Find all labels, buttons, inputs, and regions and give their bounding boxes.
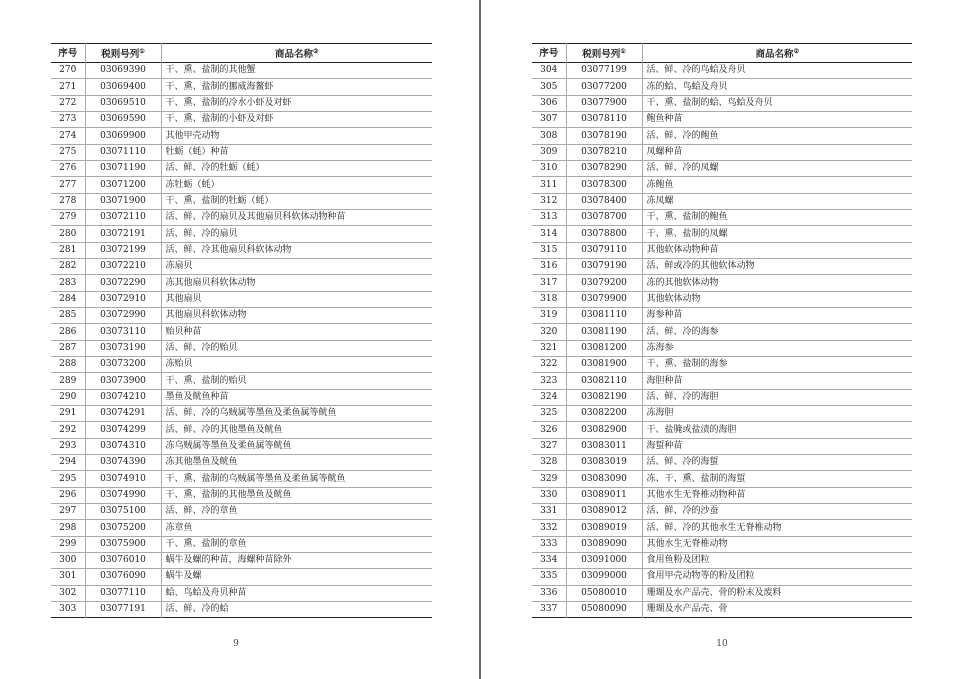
serial-number-cell: 314 <box>540 228 558 239</box>
goods-name-cell: 珊瑚及水产品壳、骨的粉末及废料 <box>642 585 912 601</box>
table-row <box>51 569 432 585</box>
serial-number-cell: 334 <box>540 555 558 566</box>
tariff-code-cell: 03099000 <box>566 569 642 585</box>
table-row <box>51 242 432 258</box>
goods-name-cell: 活、鲜、冷的扇贝及其他扇贝科软体动物种苗 <box>161 210 432 226</box>
tariff-code-cell: 03078300 <box>566 177 642 193</box>
goods-name-cell: 其他软体动物种苗 <box>642 242 912 258</box>
tariff-code-cell: 03082200 <box>566 406 642 422</box>
table-row <box>532 79 912 95</box>
tariff-code-cell: 03079110 <box>566 242 642 258</box>
goods-name-cell: 活、鲜、冷的海胆 <box>642 389 912 405</box>
serial-number-cell: 331 <box>540 506 558 517</box>
tariff-code-cell: 03078290 <box>566 161 642 177</box>
serial-number-cell: 321 <box>540 342 558 353</box>
serial-number-cell: 306 <box>540 97 558 108</box>
tariff-code-cell: 03075100 <box>85 504 161 520</box>
tariff-code-cell: 03074390 <box>85 455 161 471</box>
goods-name-cell: 冻牡蛎（蚝） <box>161 177 432 193</box>
goods-name-cell: 干、熏、盐制的其他墨鱼及鱿鱼 <box>161 487 432 503</box>
table-row <box>51 324 432 340</box>
table-row <box>51 112 432 128</box>
tariff-code-cell: 03077191 <box>85 601 161 617</box>
goods-name-cell: 其他扇贝 <box>161 291 432 307</box>
goods-name-cell: 干、熏、盐制的冷水小虾及对虾 <box>161 95 432 111</box>
tariff-code-cell: 03078800 <box>566 226 642 242</box>
serial-number-cell: 336 <box>540 587 558 598</box>
tariff-code-cell: 03078700 <box>566 210 642 226</box>
table-row <box>51 128 432 144</box>
goods-name-cell: 干、熏、盐制的乌贼属等墨鱼及柔鱼属等鱿鱼 <box>161 471 432 487</box>
serial-number-cell: 327 <box>540 440 558 451</box>
goods-name-cell: 活、鲜、冷的蛤 <box>161 601 432 617</box>
goods-name-cell: 活、鲜、冷的扇贝 <box>161 226 432 242</box>
table-row <box>532 177 912 193</box>
table-row <box>51 177 432 193</box>
serial-number-cell: 278 <box>59 195 77 206</box>
tariff-code-cell: 03072199 <box>85 242 161 258</box>
tariff-code-cell: 03074299 <box>85 422 161 438</box>
goods-name-cell: 冻鲍鱼 <box>642 177 912 193</box>
table-row <box>532 553 912 569</box>
goods-name-cell: 冻章鱼 <box>161 520 432 536</box>
table-row <box>51 373 432 389</box>
serial-number-cell: 303 <box>59 604 77 615</box>
tariff-code-cell: 03079900 <box>566 291 642 307</box>
goods-name-cell: 活、鲜、冷的海蜇 <box>642 455 912 471</box>
serial-number-cell: 323 <box>540 375 558 386</box>
tariff-code-cell: 03083019 <box>566 455 642 471</box>
table-row <box>51 422 432 438</box>
goods-name-cell: 干、熏、盐制的贻贝 <box>161 373 432 389</box>
tariff-code-cell: 03069590 <box>85 112 161 128</box>
table-row <box>51 438 432 454</box>
serial-number-cell: 300 <box>59 555 77 566</box>
table-row <box>532 63 912 79</box>
serial-number-cell: 280 <box>59 228 77 239</box>
table-row <box>532 144 912 160</box>
serial-number-cell: 301 <box>59 571 77 582</box>
serial-number-cell: 305 <box>540 81 558 92</box>
table-row <box>532 193 912 209</box>
goods-name-cell: 干、熏、盐制的小虾及对虾 <box>161 112 432 128</box>
serial-number-cell: 273 <box>59 114 77 125</box>
table-row <box>532 569 912 585</box>
tariff-code-cell: 03076090 <box>85 569 161 585</box>
tariff-table <box>532 43 912 618</box>
goods-name-cell: 蛤、鸟蛤及舟贝种苗 <box>161 585 432 601</box>
serial-number-cell: 297 <box>59 506 77 517</box>
table-row <box>51 471 432 487</box>
serial-number-cell: 291 <box>59 408 77 419</box>
table-row <box>51 389 432 405</box>
table-row <box>532 226 912 242</box>
tariff-code-cell: 03078190 <box>566 128 642 144</box>
goods-name-cell: 墨鱼及鱿鱼种苗 <box>161 389 432 405</box>
goods-name-cell: 冻其他扇贝科软体动物 <box>161 275 432 291</box>
serial-number-cell: 324 <box>540 391 558 402</box>
goods-name-cell: 冻的其他软体动物 <box>642 275 912 291</box>
tariff-code-cell: 03073190 <box>85 340 161 356</box>
goods-name-cell: 冻乌贼属等墨鱼及柔鱼属等鱿鱼 <box>161 438 432 454</box>
tariff-code-cell: 03074210 <box>85 389 161 405</box>
table-row <box>532 438 912 454</box>
tariff-code-cell: 03073900 <box>85 373 161 389</box>
page-number: 9 <box>233 639 239 649</box>
serial-number-cell: 292 <box>59 424 77 435</box>
table-row <box>532 210 912 226</box>
table-row <box>532 406 912 422</box>
tariff-code-cell: 03078400 <box>566 193 642 209</box>
tariff-code-cell: 03077199 <box>566 63 642 79</box>
tariff-code-cell: 03072990 <box>85 308 161 324</box>
serial-number-cell: 332 <box>540 522 558 533</box>
table-row <box>532 161 912 177</box>
table-row <box>51 520 432 536</box>
tariff-code-cell: 03079190 <box>566 259 642 275</box>
goods-name-cell: 鲍鱼种苗 <box>642 112 912 128</box>
table-row <box>532 128 912 144</box>
goods-name-cell: 冻贻贝 <box>161 357 432 373</box>
table-row <box>532 275 912 291</box>
serial-number-cell: 298 <box>59 522 77 533</box>
table-row <box>51 553 432 569</box>
goods-name-cell: 活、鲜、冷其他扇贝科软体动物 <box>161 242 432 258</box>
tariff-code-cell: 03081110 <box>566 308 642 324</box>
tariff-code-cell: 03083011 <box>566 438 642 454</box>
serial-number-cell: 337 <box>540 604 558 615</box>
page-number: 10 <box>716 639 728 649</box>
table-row <box>532 242 912 258</box>
table-header-row <box>51 44 432 63</box>
table-row <box>51 585 432 601</box>
table-row <box>532 389 912 405</box>
table-row <box>532 520 912 536</box>
table-row <box>51 536 432 552</box>
table-row <box>532 373 912 389</box>
serial-number-cell: 290 <box>59 391 77 402</box>
table-row <box>532 536 912 552</box>
tariff-code-cell: 03072290 <box>85 275 161 291</box>
tariff-code-cell: 03089012 <box>566 504 642 520</box>
table-row <box>532 324 912 340</box>
tariff-code-cell: 03081190 <box>566 324 642 340</box>
header-goods-name: 商品名称② <box>161 44 432 63</box>
tariff-code-cell: 03071200 <box>85 177 161 193</box>
table-row <box>532 455 912 471</box>
goods-name-cell: 活、鲜或冷的其他软体动物 <box>642 259 912 275</box>
header-goods-name: 商品名称② <box>642 44 912 63</box>
table-row <box>532 291 912 307</box>
serial-number-cell: 289 <box>59 375 77 386</box>
tariff-code-cell: 03069900 <box>85 128 161 144</box>
serial-number-cell: 295 <box>59 473 77 484</box>
serial-number-cell: 333 <box>540 538 558 549</box>
table-row <box>51 63 432 79</box>
tariff-code-cell: 03072191 <box>85 226 161 242</box>
table-row <box>51 406 432 422</box>
table-row <box>532 259 912 275</box>
tariff-code-cell: 03076010 <box>85 553 161 569</box>
serial-number-cell: 277 <box>59 179 77 190</box>
serial-number-cell: 271 <box>59 81 77 92</box>
serial-number-cell: 270 <box>59 65 77 76</box>
header-serial-number: 序号 <box>58 47 78 59</box>
tariff-code-cell: 03075200 <box>85 520 161 536</box>
table-row <box>51 226 432 242</box>
table-row <box>532 422 912 438</box>
table-row <box>51 455 432 471</box>
goods-name-cell: 活、鲜、冷的贻贝 <box>161 340 432 356</box>
goods-name-cell: 冻扇贝 <box>161 259 432 275</box>
tariff-code-cell: 05080090 <box>566 601 642 617</box>
tariff-code-cell: 03074990 <box>85 487 161 503</box>
serial-number-cell: 307 <box>540 114 558 125</box>
serial-number-cell: 313 <box>540 212 558 223</box>
page-right <box>481 0 960 679</box>
tariff-code-cell: 03077900 <box>566 95 642 111</box>
table-header-row <box>532 44 912 63</box>
tariff-code-cell: 03077200 <box>566 79 642 95</box>
tariff-code-cell: 03074310 <box>85 438 161 454</box>
goods-name-cell: 其他甲壳动物 <box>161 128 432 144</box>
tariff-code-cell: 03083090 <box>566 471 642 487</box>
goods-name-cell: 珊瑚及水产品壳、骨 <box>642 601 912 617</box>
tariff-code-cell: 03069400 <box>85 79 161 95</box>
serial-number-cell: 294 <box>59 457 77 468</box>
table-row <box>532 504 912 520</box>
tariff-code-cell: 03071190 <box>85 161 161 177</box>
table-row <box>51 601 432 617</box>
table-row <box>51 161 432 177</box>
serial-number-cell: 287 <box>59 342 77 353</box>
tariff-code-cell: 03073200 <box>85 357 161 373</box>
goods-name-cell: 冻其他墨鱼及鱿鱼 <box>161 455 432 471</box>
serial-number-cell: 308 <box>540 130 558 141</box>
goods-name-cell: 活、鲜、冷的沙蚕 <box>642 504 912 520</box>
tariff-code-cell: 03073110 <box>85 324 161 340</box>
serial-number-cell: 279 <box>59 212 77 223</box>
goods-name-cell: 干、熏、盐制的挪威海鳌虾 <box>161 79 432 95</box>
table-row <box>51 193 432 209</box>
table-row <box>532 112 912 128</box>
table-row <box>51 340 432 356</box>
tariff-code-cell: 03082110 <box>566 373 642 389</box>
tariff-code-cell: 03081200 <box>566 340 642 356</box>
serial-number-cell: 320 <box>540 326 558 337</box>
table-row <box>51 487 432 503</box>
goods-name-cell: 干、熏、盐制的鲍鱼 <box>642 210 912 226</box>
tariff-code-cell: 03089011 <box>566 487 642 503</box>
serial-number-cell: 335 <box>540 571 558 582</box>
goods-name-cell: 干、盐腌或盐渍的海胆 <box>642 422 912 438</box>
serial-number-cell: 283 <box>59 277 77 288</box>
goods-name-cell: 活、鲜、冷的牡蛎（蚝） <box>161 161 432 177</box>
serial-number-cell: 285 <box>59 310 77 321</box>
serial-number-cell: 282 <box>59 261 77 272</box>
goods-name-cell: 食用鱼粉及团粒 <box>642 553 912 569</box>
goods-name-cell: 食用甲壳动物等的粉及团粒 <box>642 569 912 585</box>
serial-number-cell: 288 <box>59 359 77 370</box>
tariff-code-cell: 03071110 <box>85 144 161 160</box>
serial-number-cell: 326 <box>540 424 558 435</box>
table-row <box>51 95 432 111</box>
serial-number-cell: 281 <box>59 244 77 255</box>
serial-number-cell: 286 <box>59 326 77 337</box>
tariff-code-cell: 03069390 <box>85 63 161 79</box>
table-row <box>532 340 912 356</box>
goods-name-cell: 蜗牛及螺 <box>161 569 432 585</box>
serial-number-cell: 274 <box>59 130 77 141</box>
serial-number-cell: 319 <box>540 310 558 321</box>
goods-name-cell: 冻的蛤、鸟蛤及舟贝 <box>642 79 912 95</box>
table-row <box>532 357 912 373</box>
goods-name-cell: 活、鲜、冷的鲍鱼 <box>642 128 912 144</box>
goods-name-cell: 干、熏、盐制的蛤、鸟蛤及舟贝 <box>642 95 912 111</box>
goods-name-cell: 干、熏、盐制的其他蟹 <box>161 63 432 79</box>
goods-name-cell: 海蜇种苗 <box>642 438 912 454</box>
serial-number-cell: 316 <box>540 261 558 272</box>
tariff-code-cell: 03074291 <box>85 406 161 422</box>
serial-number-cell: 284 <box>59 293 77 304</box>
serial-number-cell: 304 <box>540 65 558 76</box>
header-tariff-code: 税则号列① <box>85 44 161 63</box>
tariff-code-cell: 03091000 <box>566 553 642 569</box>
table-row <box>532 95 912 111</box>
tariff-table <box>51 43 432 618</box>
tariff-code-cell: 03082900 <box>566 422 642 438</box>
tariff-code-cell: 03082190 <box>566 389 642 405</box>
table-row <box>51 275 432 291</box>
goods-name-cell: 活、鲜、冷的海参 <box>642 324 912 340</box>
tariff-code-cell: 03069510 <box>85 95 161 111</box>
goods-name-cell: 活、鲜、冷的其他水生无脊椎动物 <box>642 520 912 536</box>
goods-name-cell: 其他水生无脊椎动物种苗 <box>642 487 912 503</box>
serial-number-cell: 317 <box>540 277 558 288</box>
table-row <box>51 259 432 275</box>
table-row <box>51 144 432 160</box>
tariff-code-cell: 03075900 <box>85 536 161 552</box>
serial-number-cell: 293 <box>59 440 77 451</box>
serial-number-cell: 272 <box>59 97 77 108</box>
table-row <box>532 585 912 601</box>
serial-number-cell: 318 <box>540 293 558 304</box>
goods-name-cell: 活、鲜、冷的鸟蛤及舟贝 <box>642 63 912 79</box>
goods-name-cell: 干、熏、盐制的章鱼 <box>161 536 432 552</box>
goods-name-cell: 海参种苗 <box>642 308 912 324</box>
page-left <box>0 0 479 679</box>
goods-name-cell: 干、熏、盐制的海参 <box>642 357 912 373</box>
tariff-code-cell: 03072110 <box>85 210 161 226</box>
table-row <box>51 504 432 520</box>
goods-name-cell: 活、鲜、冷的乌贼属等墨鱼及柔鱼属等鱿鱼 <box>161 406 432 422</box>
goods-name-cell: 活、鲜、冷的章鱼 <box>161 504 432 520</box>
table-row <box>532 308 912 324</box>
serial-number-cell: 276 <box>59 163 77 174</box>
goods-name-cell: 蜗牛及螺的种苗，海螺种苗除外 <box>161 553 432 569</box>
goods-name-cell: 活、鲜、冷的其他墨鱼及鱿鱼 <box>161 422 432 438</box>
tariff-code-cell: 03072210 <box>85 259 161 275</box>
tariff-code-cell: 03089019 <box>566 520 642 536</box>
serial-number-cell: 275 <box>59 146 77 157</box>
goods-name-cell: 其他软体动物 <box>642 291 912 307</box>
table-row <box>51 291 432 307</box>
serial-number-cell: 315 <box>540 244 558 255</box>
serial-number-cell: 312 <box>540 195 558 206</box>
goods-name-cell: 其他扇贝科软体动物 <box>161 308 432 324</box>
serial-number-cell: 325 <box>540 408 558 419</box>
goods-name-cell: 冻凤螺 <box>642 193 912 209</box>
serial-number-cell: 302 <box>59 587 77 598</box>
serial-number-cell: 310 <box>540 163 558 174</box>
table-row <box>532 471 912 487</box>
serial-number-cell: 309 <box>540 146 558 157</box>
goods-name-cell: 其他水生无脊椎动物 <box>642 536 912 552</box>
tariff-code-cell: 03072910 <box>85 291 161 307</box>
tariff-code-cell: 03079200 <box>566 275 642 291</box>
tariff-code-cell: 03078210 <box>566 144 642 160</box>
serial-number-cell: 322 <box>540 359 558 370</box>
tariff-code-cell: 03078110 <box>566 112 642 128</box>
tariff-code-cell: 03089090 <box>566 536 642 552</box>
serial-number-cell: 296 <box>59 489 77 500</box>
table-row <box>532 487 912 503</box>
table-row <box>51 79 432 95</box>
goods-name-cell: 牡蛎（蚝）种苗 <box>161 144 432 160</box>
tariff-code-cell: 03071900 <box>85 193 161 209</box>
table-row <box>51 357 432 373</box>
goods-name-cell: 海胆种苗 <box>642 373 912 389</box>
goods-name-cell: 冻、干、熏、盐制的海蜇 <box>642 471 912 487</box>
goods-name-cell: 活、鲜、冷的凤螺 <box>642 161 912 177</box>
goods-name-cell: 冻海胆 <box>642 406 912 422</box>
serial-number-cell: 328 <box>540 457 558 468</box>
goods-name-cell: 贻贝种苗 <box>161 324 432 340</box>
goods-name-cell: 凤螺种苗 <box>642 144 912 160</box>
tariff-code-cell: 03074910 <box>85 471 161 487</box>
header-serial-number: 序号 <box>539 47 559 59</box>
goods-name-cell: 干、熏、盐制的凤螺 <box>642 226 912 242</box>
serial-number-cell: 330 <box>540 489 558 500</box>
table-row <box>532 601 912 617</box>
serial-number-cell: 299 <box>59 538 77 549</box>
serial-number-cell: 311 <box>540 179 558 190</box>
goods-name-cell: 冻海参 <box>642 340 912 356</box>
serial-number-cell: 329 <box>540 473 558 484</box>
tariff-code-cell: 05080010 <box>566 585 642 601</box>
header-tariff-code: 税则号列① <box>566 44 642 63</box>
table-row <box>51 308 432 324</box>
tariff-code-cell: 03077110 <box>85 585 161 601</box>
table-row <box>51 210 432 226</box>
goods-name-cell: 干、熏、盐制的牡蛎（蚝） <box>161 193 432 209</box>
tariff-code-cell: 03081900 <box>566 357 642 373</box>
